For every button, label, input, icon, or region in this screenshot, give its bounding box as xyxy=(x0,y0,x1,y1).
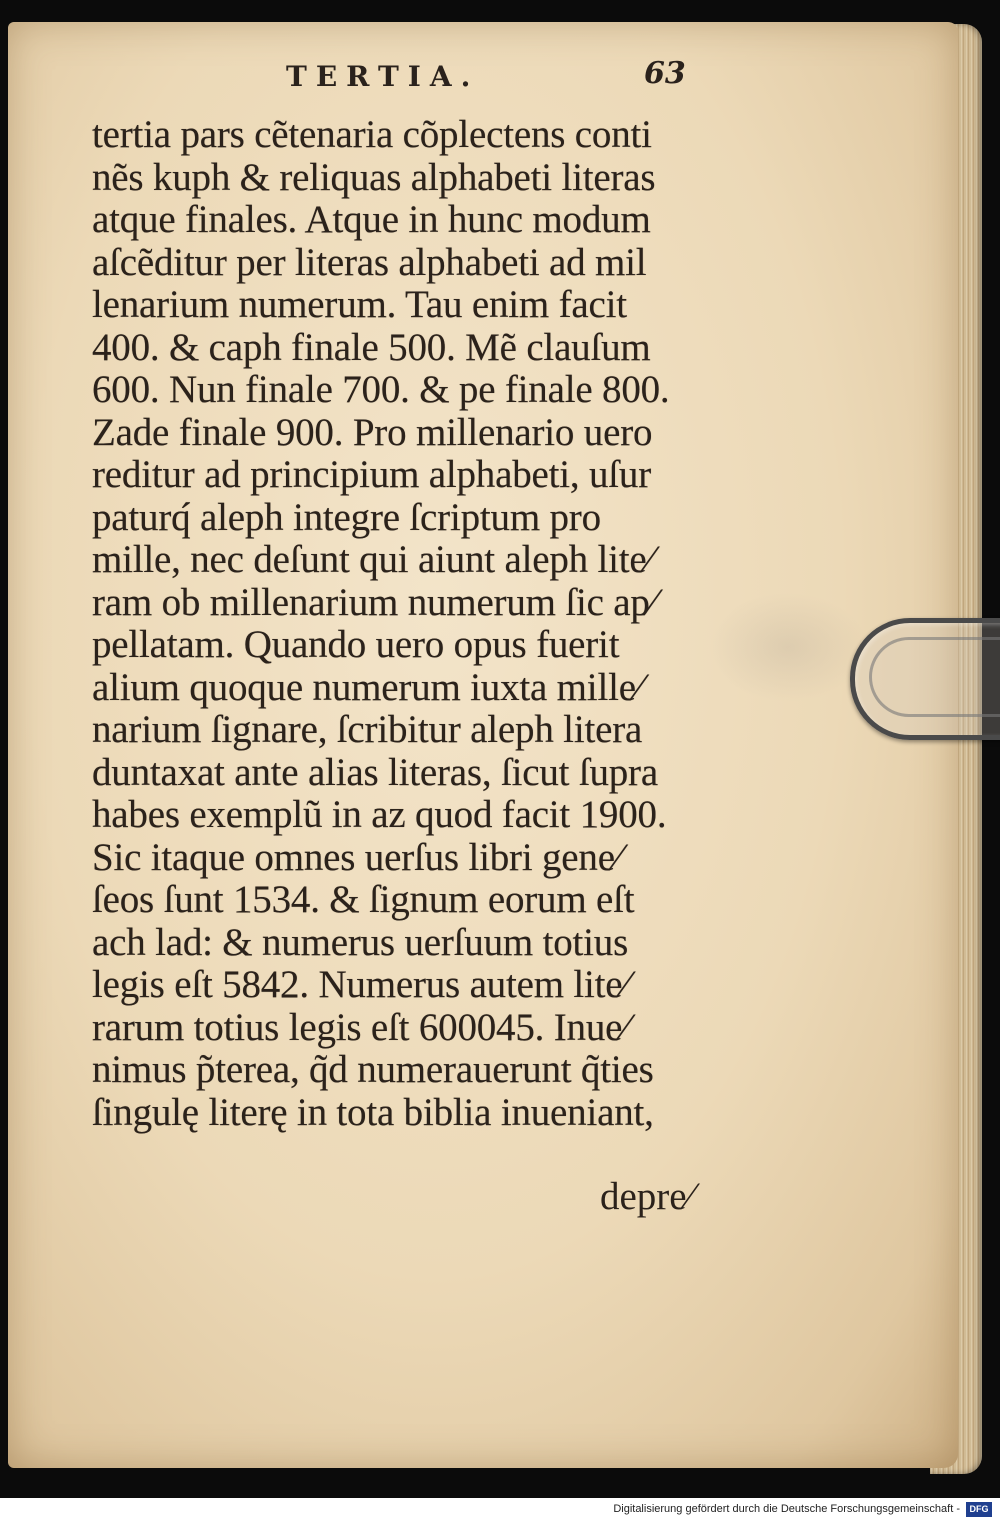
text-line: ach lad: & numerus uerſuum totius xyxy=(92,920,629,964)
text-line: habes exemplũ in az quod facit 1900. xyxy=(92,793,667,836)
text-line: mille, nec deſunt qui aiunt aleph lite⁄ xyxy=(92,538,653,581)
text-line: nimus p̃terea, q̃d numerauerunt q̃ties xyxy=(92,1048,654,1091)
text-line: reditur ad principium alphabeti, uſur xyxy=(92,453,652,496)
text-line: lenarium numerum. Tau enim facit xyxy=(92,283,627,326)
text-line: 600. Nun finale 700. & pe finale 800. xyxy=(92,368,670,411)
catchword: depre⁄ xyxy=(600,1175,694,1218)
page-number: 63 xyxy=(644,56,686,91)
text-line: narium ſignare, ſcribitur aleph litera xyxy=(92,708,643,751)
text-line: Zade finale 900. Pro millenario uero xyxy=(92,410,653,454)
text-line: ſingulę literę in tota biblia inueniant, xyxy=(92,1090,654,1134)
page-header xyxy=(8,56,768,110)
page-clip-inner xyxy=(869,637,1000,717)
text-line: alium quoque numerum iuxta mille⁄ xyxy=(92,665,643,709)
text-line: pellatam. Quando uero opus fuerit xyxy=(92,623,620,666)
text-line: 400. & caph finale 500. Mẽ clauſum xyxy=(92,325,651,369)
running-head: TERTIA. xyxy=(286,60,480,93)
text-line: paturq́ aleph integre ſcriptum pro xyxy=(92,495,601,539)
text-line: ſeos ſunt 1534. & ſignum eorum eſt xyxy=(92,878,635,921)
text-line: duntaxat ante alias literas, ſicut ſupra xyxy=(92,750,658,794)
text-line: ram ob millenarium numerum ſic ap⁄ xyxy=(92,580,656,624)
funding-credit: Digitalisierung gefördert durch die Deutsche Forschungsgemeinschaft - xyxy=(613,1503,960,1515)
text-line: tertia pars cẽtenaria cõplectens conti xyxy=(92,113,652,156)
text-line: Sic itaque omnes uerſus libri gene⁄ xyxy=(92,835,622,879)
text-block xyxy=(92,114,712,1134)
text-line: rarum totius legis eſt 600045. Inue⁄ xyxy=(92,1005,629,1049)
footer-bar xyxy=(0,1498,1000,1522)
text-line: legis eſt 5842. Numerus autem lite⁄ xyxy=(92,963,629,1006)
text-line: nẽs kuph & reliquas alphabeti literas xyxy=(92,155,656,199)
book-page xyxy=(8,22,958,1468)
text-line: aſcẽditur per literas alphabeti ad mil xyxy=(92,240,647,284)
ink-bleed-through xyxy=(708,592,868,702)
dfg-logo-icon: DFG xyxy=(966,1502,992,1517)
text-line: atque finales. Atque in hunc modum xyxy=(92,198,651,241)
page-clip xyxy=(850,618,1000,740)
